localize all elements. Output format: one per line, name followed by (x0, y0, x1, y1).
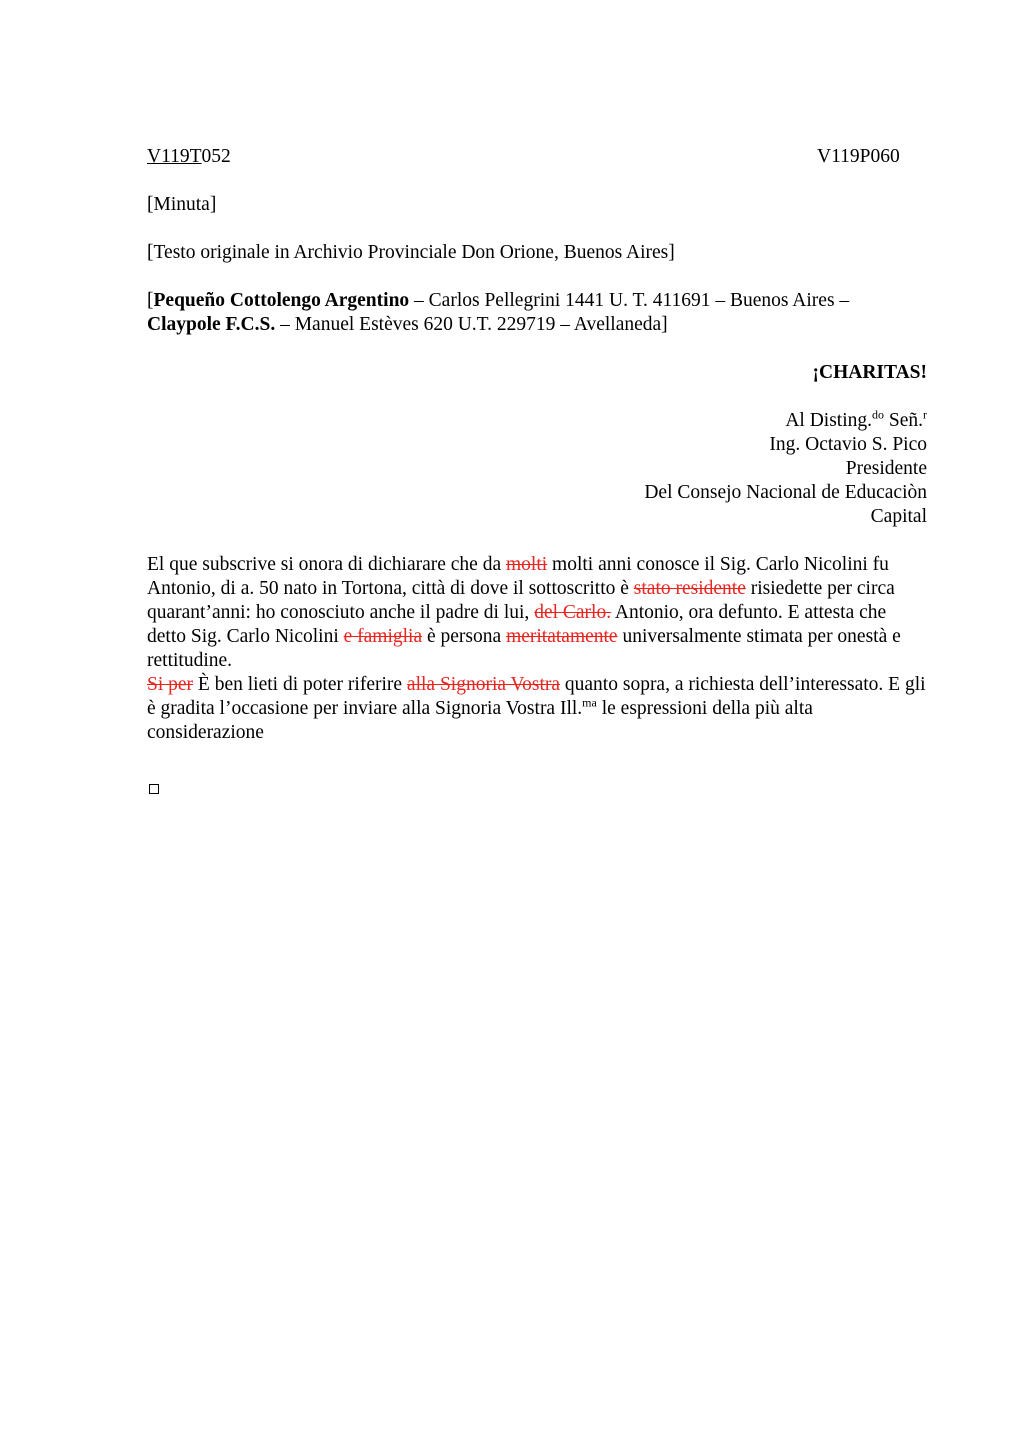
left-document-id: V119T052 (147, 146, 231, 167)
checkbox-square-icon (149, 784, 159, 794)
document-id-row (147, 145, 927, 169)
recipient-address (147, 409, 927, 529)
document-page (147, 145, 927, 745)
deleted-text: molti (506, 554, 548, 575)
deleted-text: meritatamente (506, 626, 618, 647)
address-line-1: Al Disting.$^{do}$ Señ.$^r$ (785, 407, 927, 431)
minuta-label: [Minuta] (147, 194, 217, 215)
right-document-id: V119P060 (817, 146, 900, 167)
org1-name: Pequeño Cottolengo Argentino (153, 290, 410, 311)
deleted-text: e famiglia (343, 626, 423, 647)
deleted-text: del Carlo. (534, 602, 612, 623)
letterhead: [Pequeño Cottolengo Argentino – Carlos Pellegrini 1441 U. T. 411691 – Buenos Aires – Claypole F.C.S. – Manuel Estèves 620 U.T. 229719 – Avellaneda] (147, 290, 850, 335)
motto: ¡CHARITAS! (812, 362, 927, 383)
deleted-text: Si per (147, 674, 194, 695)
body-paragraph-1: El que subscrive si onora di dichiarare che da molti molti anni conosce il Sig. Carlo Nicolini fu Antonio, di a. 50 nato in Tortona, città di dove il sottoscritto è stato residente risiedette per circa quarant’anni: ho conosciuto anche il padre di lui, del Carlo. Antonio, ora defunto. E attesta che detto Sig. Carlo Nicolini e famiglia è persona meritatamente universalmente stimata per onestà e rettitudine. (147, 554, 901, 671)
source-note: [Testo originale in Archivio Provinciale Don Orione, Buenos Aires] (147, 242, 675, 263)
org2-name: Claypole F.C.S. (147, 314, 276, 335)
address-line-3: Presidente (845, 458, 927, 479)
address-line-2: Ing. Octavio S. Pico (769, 434, 927, 455)
deleted-text: alla Signoria Vostra (406, 674, 561, 695)
body-paragraph-2: Si per È ben lieti di poter riferire alla Signoria Vostra quanto sopra, a richiesta dell’interessato. E gli è gradita l’occasione per inviare alla Signoria Vostra Ill.$^{ma}$ le espressioni della più alta considerazione (147, 674, 926, 743)
deleted-text: stato residente (633, 578, 746, 599)
address-line-5: Capital (870, 506, 927, 527)
address-line-4: Del Consejo Nacional de Educaciòn (644, 482, 927, 503)
